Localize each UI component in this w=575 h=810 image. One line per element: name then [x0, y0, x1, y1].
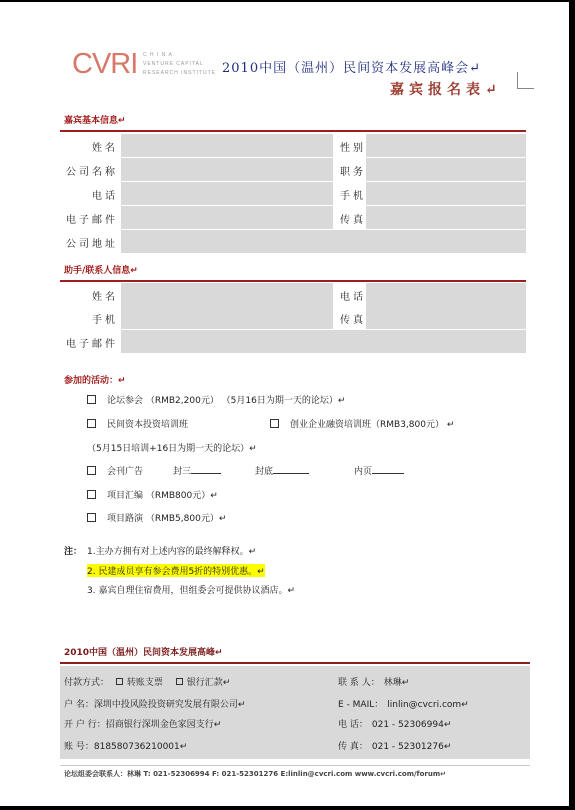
assistant-name-field[interactable] [121, 283, 333, 306]
guest-name-field[interactable] [121, 134, 333, 157]
logo-line-1: C H I N A [143, 52, 173, 58]
label-name: 姓名 [92, 143, 118, 154]
logo-line-3: RESEARCH INSTITUTE [143, 70, 217, 76]
contact-name: 林琳↵ [383, 678, 410, 688]
back-cover-label: 封底 [255, 467, 274, 477]
account-number: 账 号：818580736210001↵ [64, 742, 188, 752]
cover3-label: 封三 [173, 467, 192, 477]
label-company: 公司名称 [66, 167, 118, 178]
forum-checkbox[interactable] [87, 395, 96, 404]
cvri-logo: CVRI [72, 48, 138, 80]
back-cover-option [255, 464, 309, 477]
inner-page-label: 内页 [354, 467, 373, 477]
cover3-blank[interactable] [191, 473, 221, 474]
guest-mobile-field[interactable] [366, 182, 526, 205]
label-assistant-mobile: 手机 [92, 315, 118, 326]
remit-label: 银行汇款↵ [186, 678, 231, 688]
label-gender: 性别 [340, 143, 366, 154]
cover3-option [173, 464, 221, 477]
inner-page-blank[interactable] [372, 473, 404, 474]
fax-label: 传 真： [338, 742, 368, 752]
roadshow-option: 项目路演 （RMB5,800元）↵ [107, 514, 227, 524]
note-3: 3. 嘉宾自理住宿费用，但组委会可提供协议酒店。↵ [87, 586, 295, 596]
page-border-bottom [0, 806, 575, 810]
guest-phone-field[interactable] [121, 182, 333, 205]
footer-rule [60, 662, 530, 664]
label-email: 电子邮件 [66, 215, 118, 226]
journal-ad-checkbox[interactable] [87, 466, 96, 475]
inner-page-option [354, 464, 404, 477]
label-title: 职务 [340, 167, 366, 178]
guest-email-field[interactable] [121, 206, 333, 229]
journal-ad-option: 会刊广告 [107, 467, 144, 477]
footer-title: 2010中国（温州）民间资本发展高峰↵ [64, 648, 223, 658]
label-address: 公司地址 [66, 239, 118, 250]
label-assistant-fax: 传真 [340, 315, 366, 326]
contact-email [338, 697, 469, 710]
tel-label: 电 话： [338, 720, 368, 730]
back-cover-blank[interactable] [273, 473, 309, 474]
forum-option: 论坛参会 （RMB2,200元） （5月16日为期一天的论坛）↵ [107, 396, 346, 406]
guest-address-field[interactable] [121, 230, 526, 253]
payment-label: 付款方式： [64, 678, 110, 688]
assistant-email-field[interactable] [121, 330, 526, 353]
guest-section-rule [60, 130, 526, 132]
assistant-phone-field[interactable] [366, 283, 526, 306]
label-assistant-phone: 电话 [340, 292, 366, 303]
label-fax: 传真 [340, 215, 366, 226]
contact-label: 联 系 人： [338, 678, 380, 688]
account-name: 户 名：深圳中投风险投资研究发展有限公司↵ [64, 700, 246, 710]
guest-fax-field[interactable] [366, 206, 526, 229]
guest-gender-field[interactable] [366, 134, 526, 157]
note-1: 1.主办方拥有对上述内容的最终解释权。↵ [87, 547, 257, 557]
form-title: 嘉宾报名表↵ [390, 82, 502, 98]
assistant-mobile-field[interactable] [121, 306, 333, 329]
notes-label: 注： [64, 547, 83, 557]
fax-value: 021 - 52301276↵ [371, 742, 452, 752]
guest-company-field[interactable] [121, 158, 333, 181]
page-border-right [569, 0, 575, 810]
email-label: E - MAIL： [338, 700, 384, 710]
payment-method [64, 675, 230, 688]
financing-checkbox[interactable] [270, 419, 279, 428]
remit-checkbox[interactable] [176, 678, 183, 685]
project-compile-option: 项目汇编 （RMB800元）↵ [107, 491, 218, 501]
conference-title: 2010中国（温州）民间资本发展高峰会↵ [222, 61, 481, 76]
activities-title: 参加的活动：↵ [64, 376, 126, 386]
logo-subtitle [143, 51, 216, 78]
bottom-contact-line: 论坛组委会联系人：林琳 T: 021-52306994 F: 021-52301276 E:linlin@cvcri.com www.cvcri.com/forum↵ [64, 770, 446, 778]
training-note: （5月15日培训+16日为期一天的论坛）↵ [87, 444, 257, 454]
training-option: 民间资本投资培训班 [107, 420, 189, 430]
label-mobile: 手机 [340, 191, 366, 202]
project-compile-checkbox[interactable] [87, 490, 96, 499]
margin-corner-mark [517, 72, 534, 89]
note-2: 2. 民建成员享有参会费用5折的特别优惠。↵ [87, 564, 265, 577]
contact-fax [338, 739, 451, 752]
financing-option: 创业企业融资培训班（RMB3,800元） ↵ [290, 420, 455, 430]
assistant-fax-field[interactable] [366, 306, 526, 329]
footer-bottom-rule [60, 765, 530, 766]
assistant-section-rule [60, 280, 526, 282]
email-value[interactable]: linlin@cvcri.com↵ [387, 700, 469, 710]
assistant-section-title: 助手/联系人信息↵ [64, 266, 138, 276]
training-checkbox[interactable] [87, 419, 96, 428]
guest-title-field[interactable] [366, 158, 526, 181]
guest-section-title: 嘉宾基本信息↵ [64, 116, 126, 126]
page-border-top [0, 0, 575, 2]
contact-person [338, 675, 409, 688]
roadshow-checkbox[interactable] [87, 513, 96, 522]
bank-name: 开 户 行：招商银行深圳金色家园支行↵ [64, 720, 222, 730]
label-assistant-name: 姓名 [92, 292, 118, 303]
logo-line-2: VENTURE CAPITAL [143, 61, 204, 67]
tel-value: 021 - 52306994↵ [371, 720, 452, 730]
contact-tel [338, 717, 451, 730]
cheque-checkbox[interactable] [116, 678, 123, 685]
label-assistant-email: 电子邮件 [66, 339, 118, 350]
cheque-label: 转账支票 [126, 678, 163, 688]
label-phone: 电话 [92, 191, 118, 202]
